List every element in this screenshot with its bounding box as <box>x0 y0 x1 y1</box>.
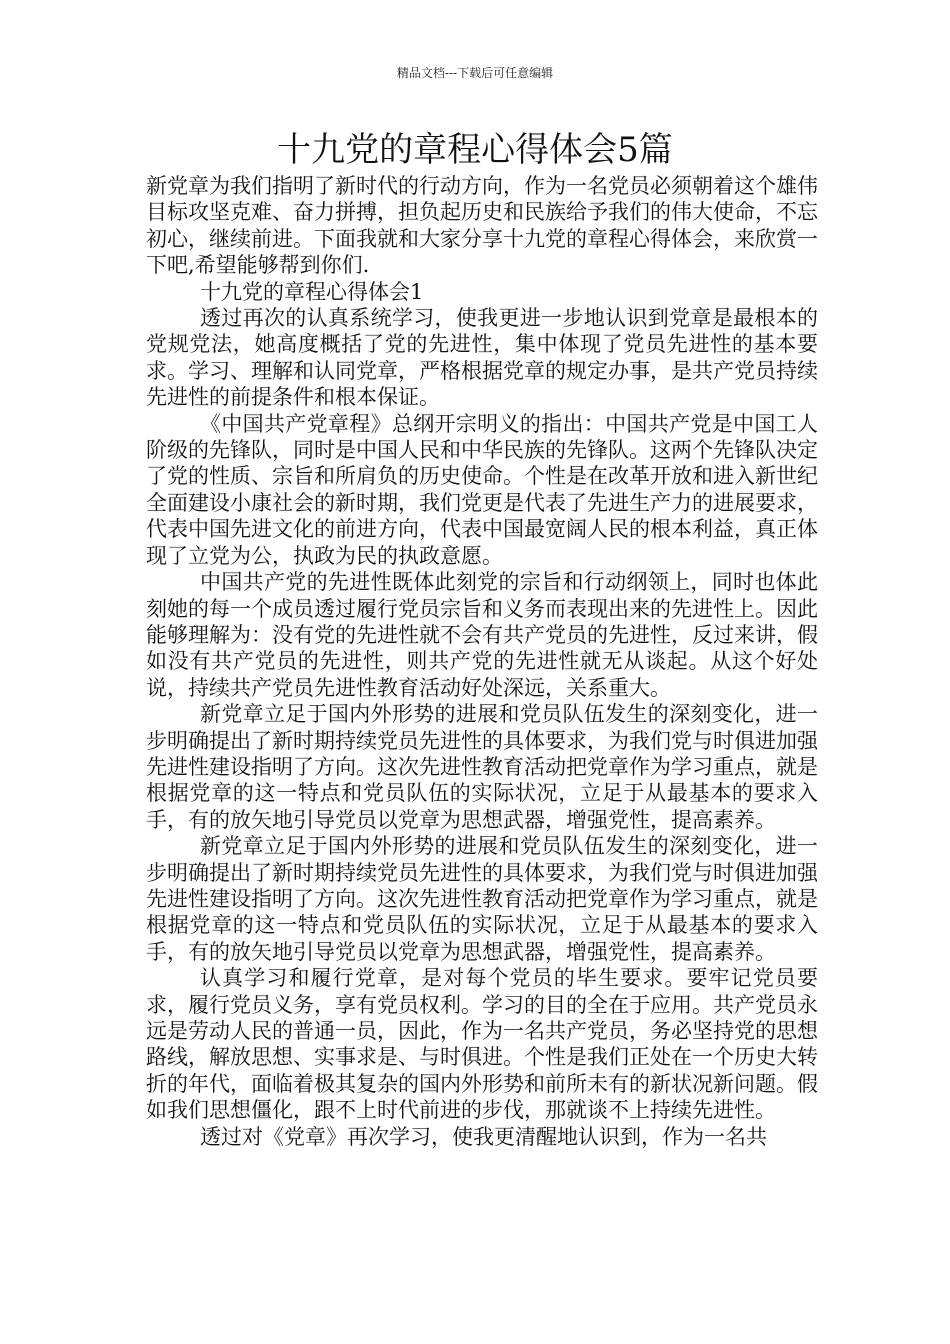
body-paragraph: 透过对《党章》再次学习，使我更清醒地认识到，作为一名共 <box>200 1124 767 1149</box>
document-body <box>146 173 818 1150</box>
intro-paragraph: 新党章为我们指明了新时代的行动方向，作为一名党员必须朝着这个雄伟目标攻坚克难、奋力拼搏，担负起历史和民族给予我们的伟大使命，不忘初心，继续前进。下面我就和大家分享十九党的章程心得体会，来欣赏一下吧,希望能够帮到你们. <box>146 174 818 278</box>
body-paragraph: 新党章立足于国内外形势的进展和党员队伍发生的深刻变化，进一步明确提出了新时期持续党员先进性的具体要求，为我们党与时俱进加强先进性建设指明了方向。这次先进性教育活动把党章作为学习重点，就是根据党章的这一特点和党员队伍的实际状况，立足于从最基本的要求入手，有的放矢地引导党员以党章为思想武器，增强党性，提高素养。 <box>146 702 818 832</box>
body-paragraph: 透过再次的认真系统学习，使我更进一步地认识到党章是最根本的党规党法，她高度概括了党的先进性，集中体现了党员先进性的基本要求。学习、理解和认同党章，严格根据党章的规定办事，是共产党员持续先进性的前提条件和根本保证。 <box>146 306 818 410</box>
body-paragraph: 中国共产党的先进性既体此刻党的宗旨和行动纲领上，同时也体此刻她的每一个成员透过履行党员宗旨和义务而表现出来的先进性上。因此能够理解为：没有党的先进性就不会有共产党员的先进性，反过来讲，假如没有共产党员的先进性，则共产党的先进性就无从谈起。从这个好处说，持续共产党员先进性教育活动好处深远，关系重大。 <box>146 570 818 700</box>
body-paragraph: 《中国共产党章程》总纲开宗明义的指出：中国共产党是中国工人阶级的先锋队，同时是中国人民和中华民族的先锋队。这两个先锋队决定了党的性质、宗旨和所肩负的历史使命。个性是在改革开放和进入新世纪全面建设小康社会的新时期，我们党更是代表了先进生产力的进展要求，代表中国先进文化的前进方向，代表中国最宽阔人民的根本利益，真正体现了立党为公，执政为民的执政意愿。 <box>146 411 818 568</box>
body-paragraph: 新党章立足于国内外形势的进展和党员队伍发生的深刻变化，进一步明确提出了新时期持续党员先进性的具体要求，为我们党与时俱进加强先进性建设指明了方向。这次先进性教育活动把党章作为学习重点，就是根据党章的这一特点和党员队伍的实际状况，立足于从最基本的要求入手，有的放矢地引导党员以党章为思想武器，增强党性，提高素养。 <box>146 834 818 964</box>
document-title: 十九党的章程心得体会5篇 <box>277 130 673 170</box>
section-heading: 十九党的章程心得体会1 <box>200 279 424 304</box>
page-header: 精品文档---下载后可任意编辑 <box>396 66 554 80</box>
body-paragraph: 认真学习和履行党章，是对每个党员的毕生要求。要牢记党员要求，履行党员义务，享有党员权利。学习的目的全在于应用。共产党员永远是劳动人民的普通一员，因此，作为一名共产党员，务必坚持党的思想路线，解放思想、实事求是、与时俱进。个性是我们正处在一个历史大转折的年代，面临着极其复杂的国内外形势和前所未有的新状况新问题。假如我们思想僵化，跟不上时代前进的步伐，那就谈不上持续先进性。 <box>146 966 818 1123</box>
